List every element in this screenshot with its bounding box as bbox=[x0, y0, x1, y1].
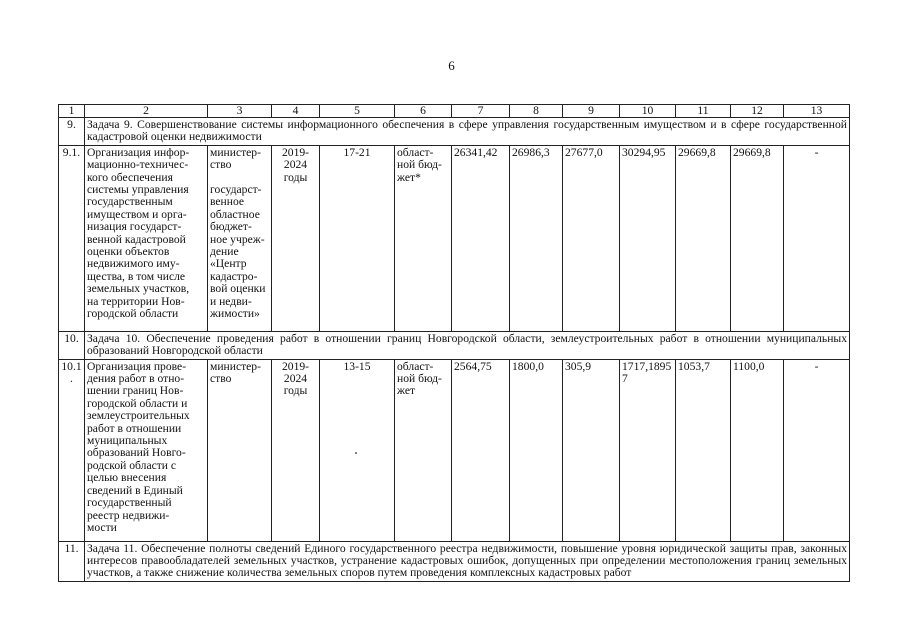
funding-2022: 30294,95 bbox=[620, 145, 676, 331]
column-header: 2 bbox=[85, 105, 208, 118]
column-header: 1 bbox=[59, 105, 85, 118]
column-header: 11 bbox=[676, 105, 731, 118]
funding-2024: 1100,0 bbox=[731, 359, 784, 541]
task-row-9 bbox=[59, 118, 850, 146]
page-number: 6 bbox=[448, 58, 455, 73]
funding-2023: 29669,8 bbox=[676, 145, 731, 331]
funding-2020: 1800,0 bbox=[510, 359, 563, 541]
column-header: 7 bbox=[452, 105, 510, 118]
task-text: Задача 9. Совершенствование системы информационного обеспечения в сфере управления государственным имуществом и в сфере государственной кадастровой оценки недвижимости bbox=[85, 118, 850, 146]
funding-2021: 27677,0 bbox=[563, 145, 620, 331]
measure-name: Организация прове- дения работ в отно- шении границ Нов- городской области и землеустроительных работ в отношении муниципальных образований Новго- родской области с целью внесения сведений в Единый государственный реестр недвижи- мости bbox=[85, 359, 208, 541]
measure-period: 2019- 2024 годы bbox=[272, 359, 320, 541]
column-header: 3 bbox=[208, 105, 272, 118]
task-row-10 bbox=[59, 331, 850, 359]
task-number: 10. bbox=[59, 331, 85, 359]
program-table bbox=[58, 104, 850, 582]
column-header: 6 bbox=[395, 105, 452, 118]
measure-source: област- ной бюд- жет* bbox=[395, 145, 452, 331]
measure-row-9-1 bbox=[59, 145, 850, 331]
measure-source: област- ной бюд- жет bbox=[395, 359, 452, 541]
task-text: Задача 10. Обеспечение проведения работ в отношении границ Новгородской области, землеустроительных работ в отношении муниципальных образований Новгородской области bbox=[85, 331, 850, 359]
funding-2022: 1717,18957 bbox=[620, 359, 676, 541]
funding-2019: 26341,42 bbox=[452, 145, 510, 331]
funding-2023: 1053,7 bbox=[676, 359, 731, 541]
task-text: Задача 11. Обеспечение полноты сведений Единого государственного реестра недвижимости, повышение уровня юридической защиты прав, законных интересов правообладателей земельных участков, устранение кадастровых ошибок, допущенных при определении местоположения границ земельных участков, а также снижение количества земельных споров путем проведения комплексных кадастровых работ bbox=[85, 541, 850, 581]
column-header: 10 bbox=[620, 105, 676, 118]
column-header: 13 bbox=[784, 105, 850, 118]
measure-executor: министер- ство bbox=[208, 359, 272, 541]
funding-2025: - bbox=[784, 145, 850, 331]
measure-row-10-1 bbox=[59, 359, 850, 541]
column-header: 5 bbox=[320, 105, 395, 118]
funding-2024: 29669,8 bbox=[731, 145, 784, 331]
funding-2020: 26986,3 bbox=[510, 145, 563, 331]
measure-executor: министер- ство государст- венное областное бюджет- ное учреж- дение «Центр кадастро- вой оценки и недви- жимости» bbox=[208, 145, 272, 331]
measure-number: 9.1. bbox=[59, 145, 85, 331]
measure-target: 17-21 bbox=[320, 145, 395, 331]
column-header: 12 bbox=[731, 105, 784, 118]
measure-number: 10.1. bbox=[59, 359, 85, 541]
column-header: 9 bbox=[563, 105, 620, 118]
funding-2021: 305,9 bbox=[563, 359, 620, 541]
funding-2025: - bbox=[784, 359, 850, 541]
task-row-11 bbox=[59, 541, 850, 581]
scan-speck bbox=[355, 452, 357, 454]
funding-2019: 2564,75 bbox=[452, 359, 510, 541]
measure-period: 2019- 2024 годы bbox=[272, 145, 320, 331]
task-number: 11. bbox=[59, 541, 85, 581]
measure-name: Организация инфор- мационно-техничес- кого обеспечения системы управления государственным имуществом и орга- низация государст- венной кадастровой оценки объектов недвижимого иму- щества, в том числе земельных участков, на территории Нов- городской области bbox=[85, 145, 208, 331]
task-number: 9. bbox=[59, 118, 85, 146]
column-number-row bbox=[59, 105, 850, 118]
column-header: 8 bbox=[510, 105, 563, 118]
column-header: 4 bbox=[272, 105, 320, 118]
measure-target: 13-15 bbox=[320, 359, 395, 541]
